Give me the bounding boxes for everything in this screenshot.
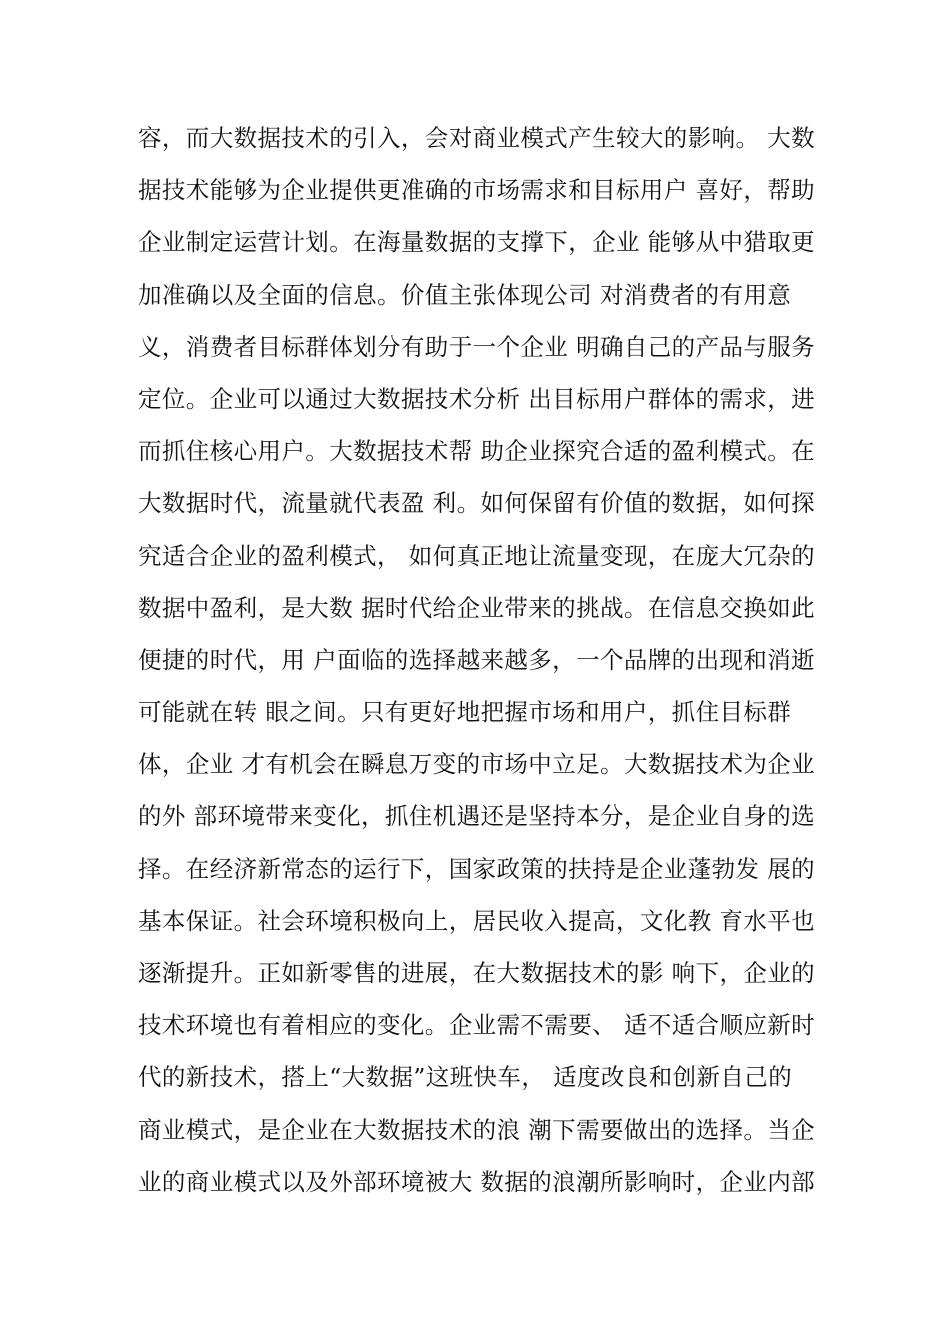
text-line-14: 的外 部环境带来变化，抓住机遇还是坚持本分，是企业自身的选 <box>138 802 816 831</box>
text-line-5: 义，消费者目标群体划分有助于一个企业 明确自己的产品与服务 <box>138 332 816 361</box>
text-line-13: 体，企业 才有机会在瞬息万变的市场中立足。大数据技术为企业 <box>138 750 816 779</box>
text-line-7: 而抓住核心用户。大数据技术帮 助企业探究合适的盈利模式。在 <box>138 437 816 466</box>
text-line-19: 代的新技术，搭上“大数据”这班快车， 适度改良和创新自己的 <box>138 1063 793 1092</box>
text-line-4: 加准确以及全面的信息。价值主张体现公司 对消费者的有用意 <box>138 280 792 309</box>
text-line-1: 容，而大数据技术的引入，会对商业模式产生较大的影响。 大数 <box>138 124 816 152</box>
text-line-9: 究适合企业的盈利模式， 如何真正地让流量变现，在庞大冗杂的 <box>138 541 816 570</box>
text-line-21: 业的商业模式以及外部环境被大 数据的浪潮所影响时，企业内部 <box>138 1167 816 1196</box>
text-line-15: 择。在经济新常态的运行下，国家政策的扶持是企业蓬勃发 展的 <box>138 854 816 883</box>
body-paragraph <box>138 112 838 1208</box>
text-line-17: 逐渐提升。正如新零售的进展，在大数据技术的影 响下，企业的 <box>138 959 816 987</box>
text-line-10: 数据中盈利，是大数 据时代给企业带来的挑战。在信息交换如此 <box>138 593 816 622</box>
text-line-6: 定位。企业可以通过大数据技术分析 出目标用户群体的需求，进 <box>138 384 816 413</box>
text-line-20: 商业模式，是企业在大数据技术的浪 潮下需要做出的选择。当企 <box>138 1115 816 1144</box>
text-line-11: 便捷的时代，用 户面临的选择越来越多，一个品牌的出现和消逝 <box>138 645 816 674</box>
text-line-12: 可能就在转 眼之间。只有更好地把握市场和用户，抓住目标群 <box>138 698 792 727</box>
text-line-3: 企业制定运营计划。在海量数据的支撑下，企业 能够从中猎取更 <box>138 228 816 257</box>
text-line-2: 据技术能够为企业提供更准确的市场需求和目标用户 喜好，帮助 <box>138 176 816 205</box>
text-line-8: 大数据时代，流量就代表盈 利。如何保留有价值的数据，如何探 <box>138 489 816 518</box>
text-line-16: 基本保证。社会环境积极向上，居民收入提高，文化教 育水平也 <box>138 906 816 935</box>
text-line-18: 技术环境也有着相应的变化。企业需不需要、 适不适合顺应新时 <box>138 1011 816 1040</box>
